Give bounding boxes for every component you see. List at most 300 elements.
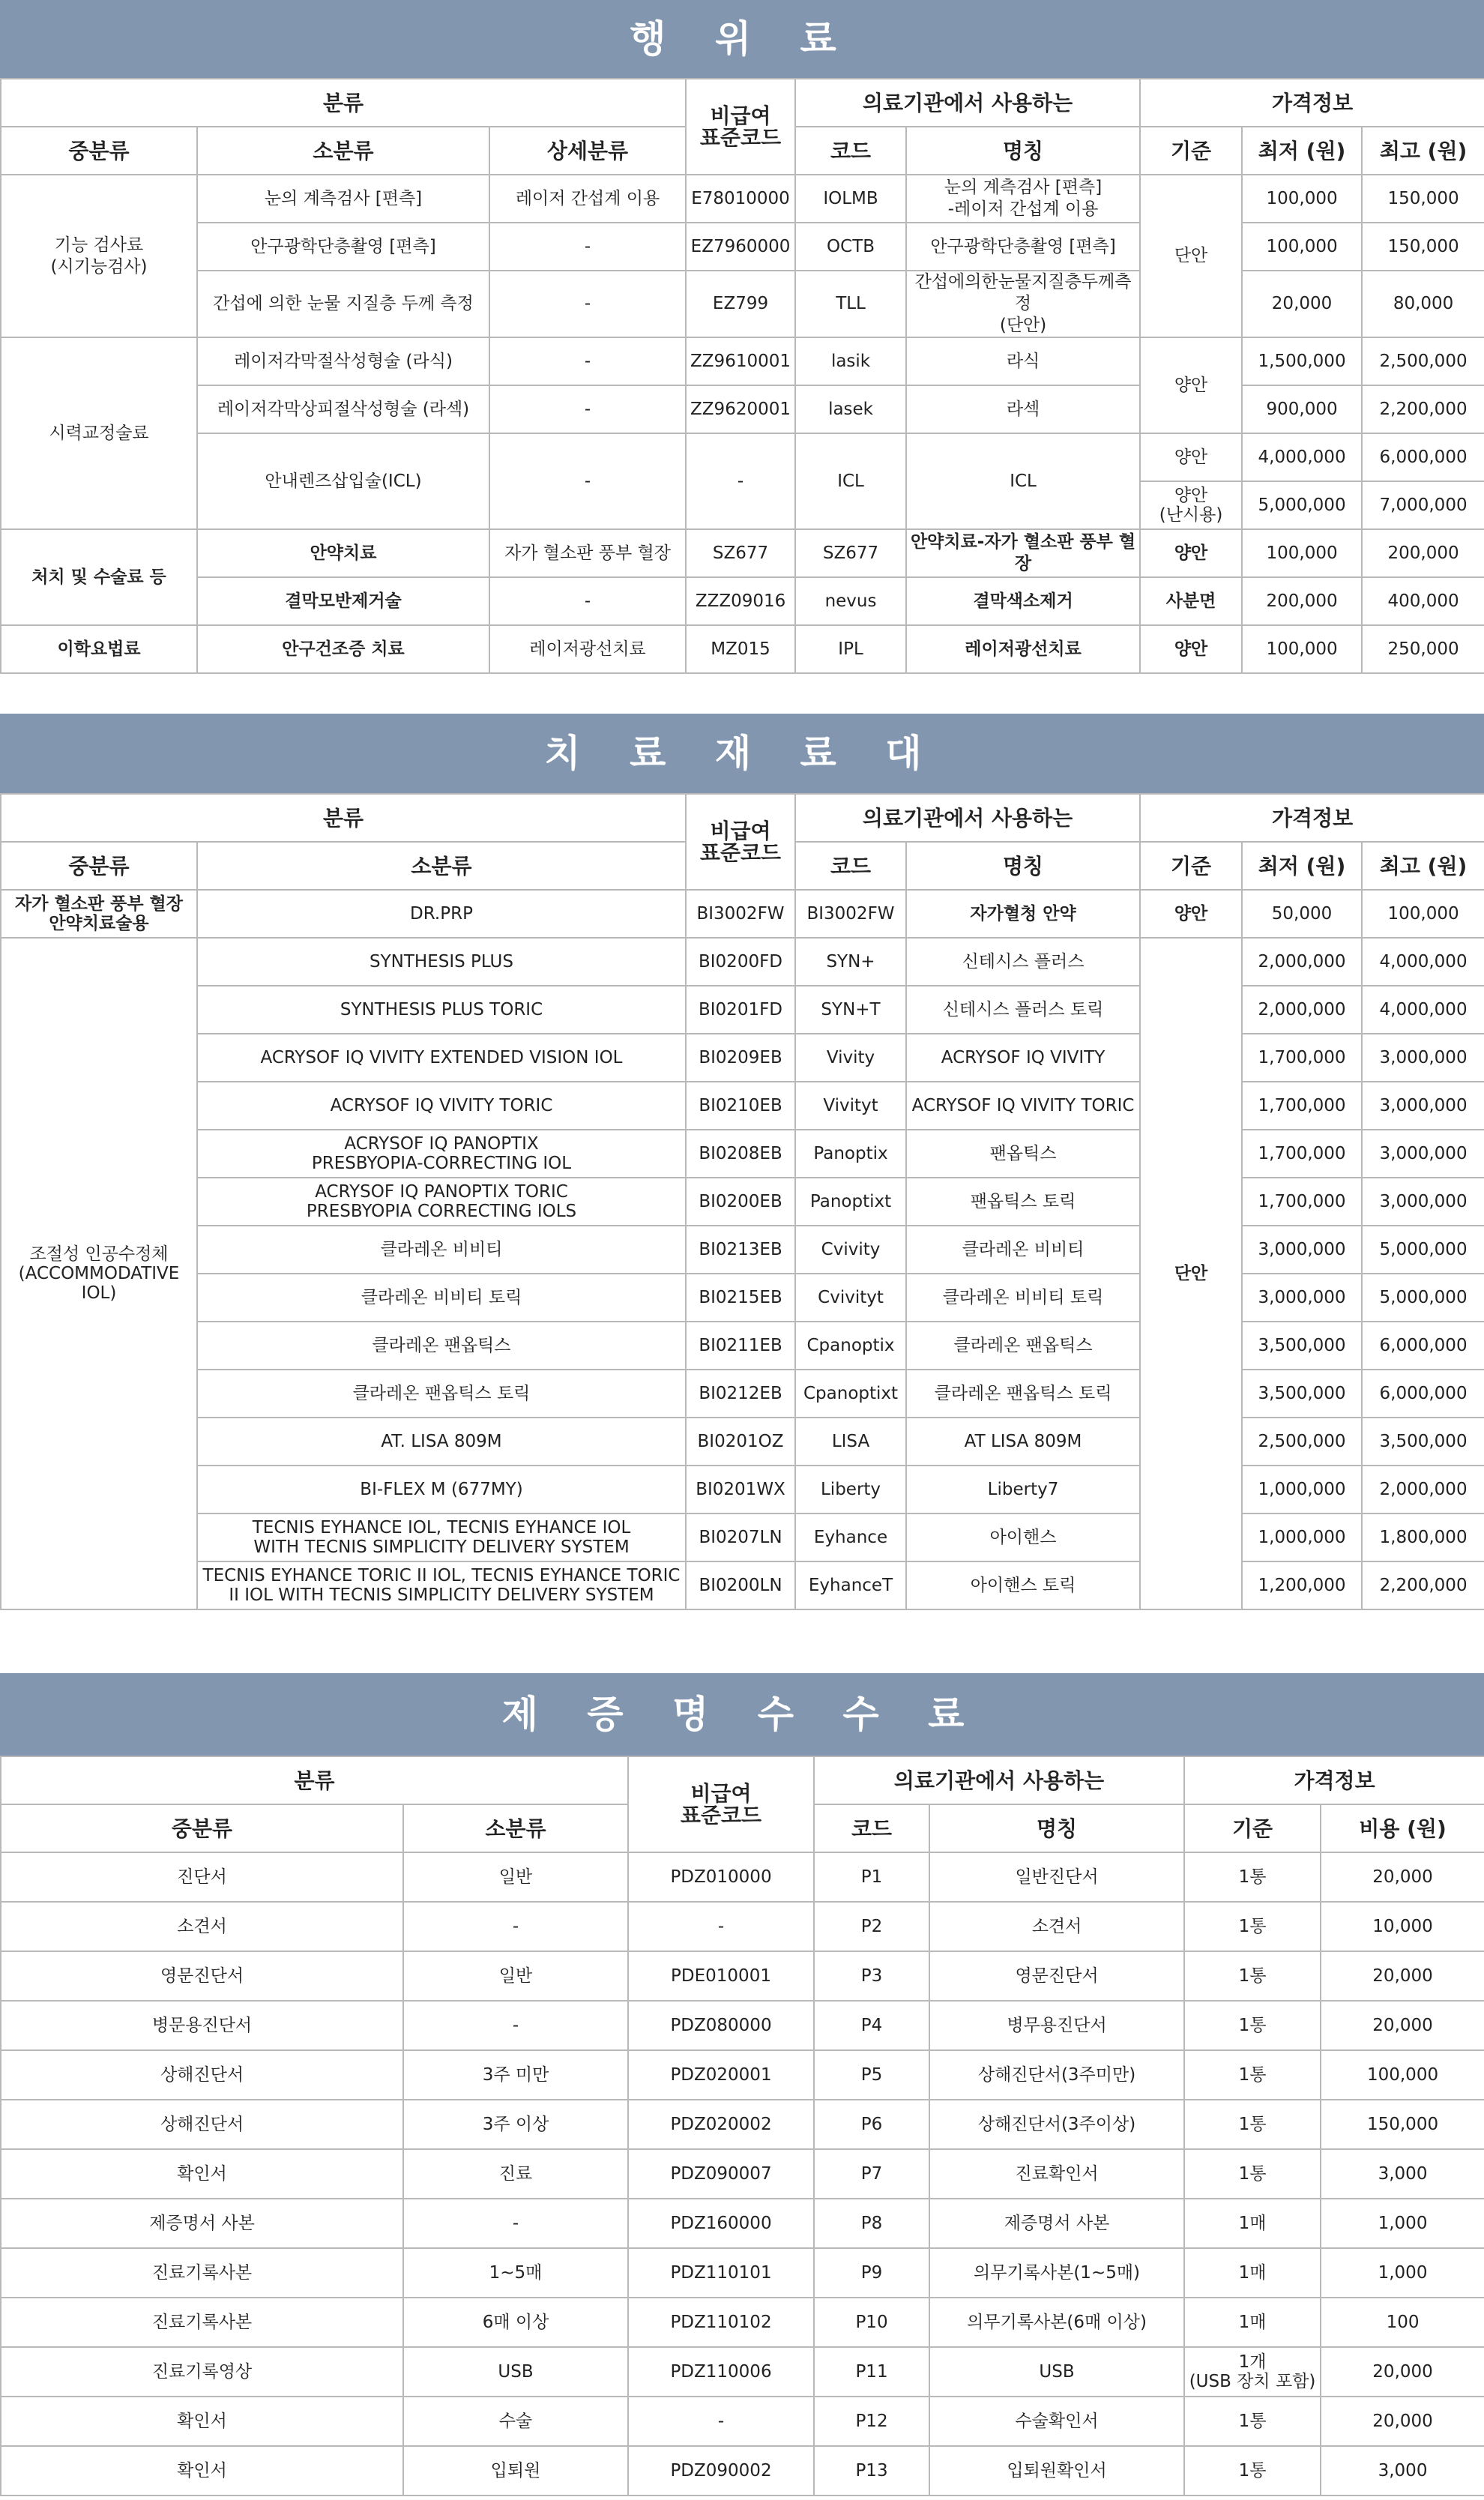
cell-sub: 입퇴원	[403, 2446, 628, 2496]
cell-sub: TECNIS EYHANCE IOL, TECNIS EYHANCE IOL WITH TECNIS SIMPLICITY DELIVERY SYSTEM	[197, 1513, 686, 1561]
cell-sub: ACRYSOF IQ PANOPTIX TORIC PRESBYOPIA CORRECTING IOLS	[197, 1178, 686, 1226]
header-institution: 의료기관에서 사용하는	[795, 794, 1140, 842]
table-row	[1, 1274, 1484, 1322]
cell-mid: 제증명서 사본	[1, 2199, 403, 2248]
cell-name: 자가혈청 안약	[906, 890, 1140, 938]
cell-code: Cpanoptixt	[795, 1370, 906, 1418]
cell-basis: 1통	[1184, 1951, 1321, 2001]
cell-max: 2,500,000	[1362, 337, 1484, 385]
cell-name: Liberty7	[906, 1466, 1140, 1513]
cell-min: 4,000,000	[1242, 433, 1362, 481]
cell-code: P4	[814, 2001, 929, 2050]
cell-std: BI0200LN	[686, 1561, 795, 1609]
cell-name: 신테시스 플러스	[906, 938, 1140, 986]
table-row	[1, 2397, 1484, 2446]
cell-min: 3,000,000	[1242, 1274, 1362, 1322]
cell-name: 진료확인서	[929, 2149, 1184, 2199]
cell-sub: 일반	[403, 1951, 628, 2001]
cell-max: 6,000,000	[1362, 1370, 1484, 1418]
cell-name: 레이저광선치료	[906, 625, 1140, 673]
cell-basis: 양안	[1140, 337, 1242, 433]
cell-sub: 1~5매	[403, 2248, 628, 2298]
cell-basis: 양안 (난시용)	[1140, 481, 1242, 529]
section-title: 치 료 재 료 대	[0, 714, 1484, 793]
cell-sub: 간섭에 의한 눈물 지질층 두께 측정	[197, 271, 489, 337]
cell-name: USB	[929, 2347, 1184, 2397]
header-min: 최저 (원)	[1242, 842, 1362, 890]
cell-code: TLL	[795, 271, 906, 337]
table-row	[1, 1466, 1484, 1513]
cell-min: 100,000	[1242, 175, 1362, 223]
cell-code: BI3002FW	[795, 890, 906, 938]
table-row	[1, 175, 1484, 223]
table-row	[1, 1226, 1484, 1274]
cell-code: EyhanceT	[795, 1561, 906, 1609]
cell-basis: 1통	[1184, 2446, 1321, 2496]
cell-sub: 레이저각막절삭성형술 (라식)	[197, 337, 489, 385]
cell-name: 수술확인서	[929, 2397, 1184, 2446]
cell-std: PDZ160000	[628, 2199, 814, 2248]
cell-max: 3,000,000	[1362, 1082, 1484, 1130]
cell-max: 3,000,000	[1362, 1178, 1484, 1226]
cell-sub: 안내렌즈삽입술(ICL)	[197, 433, 489, 529]
cell-mid: 진료기록사본	[1, 2248, 403, 2298]
cell-max: 150,000	[1362, 223, 1484, 271]
cell-sub: DR.PRP	[197, 890, 686, 938]
cell-min: 1,700,000	[1242, 1034, 1362, 1082]
cell-min: 3,500,000	[1242, 1322, 1362, 1370]
cell-std: -	[686, 433, 795, 529]
table-row	[1, 1082, 1484, 1130]
cell-name: 의무기록사본(6매 이상)	[929, 2298, 1184, 2347]
cell-cost: 100,000	[1321, 2050, 1484, 2100]
header-standard-code: 비급여 표준코드	[686, 79, 795, 175]
cell-code: Cvivityt	[795, 1274, 906, 1322]
cell-basis: 1통	[1184, 2001, 1321, 2050]
header-sub: 소분류	[197, 127, 489, 175]
header-mid: 중분류	[1, 127, 197, 175]
cell-sub: 진료	[403, 2149, 628, 2199]
cell-name: ACRYSOF IQ VIVITY TORIC	[906, 1082, 1140, 1130]
cell-code: Liberty	[795, 1466, 906, 1513]
table-row	[1, 271, 1484, 337]
cell-basis: 1통	[1184, 1902, 1321, 1951]
cell-basis: 1개 (USB 장치 포함)	[1184, 2347, 1321, 2397]
table-row	[1, 577, 1484, 625]
cell-name: 입퇴원확인서	[929, 2446, 1184, 2496]
cell-max: 3,000,000	[1362, 1034, 1484, 1082]
cell-basis: 1매	[1184, 2298, 1321, 2347]
cell-min: 5,000,000	[1242, 481, 1362, 529]
cell-std: PDZ080000	[628, 2001, 814, 2050]
cell-name: 아이핸스 토릭	[906, 1561, 1140, 1609]
table-row	[1, 223, 1484, 271]
cell-std: PDZ010000	[628, 1852, 814, 1902]
cell-std: SZ677	[686, 529, 795, 577]
cell-sub: 클라레온 비비티 토릭	[197, 1274, 686, 1322]
cell-code: ICL	[795, 433, 906, 529]
cell-detail: 레이저 간섭계 이용	[489, 175, 686, 223]
table-row	[1, 337, 1484, 385]
cell-basis: 양안	[1140, 433, 1242, 481]
header-code: 코드	[795, 842, 906, 890]
header-max: 최고 (원)	[1362, 127, 1484, 175]
cell-code: Vivity	[795, 1034, 906, 1082]
cell-min: 200,000	[1242, 577, 1362, 625]
cell-sub: SYNTHESIS PLUS	[197, 938, 686, 986]
cell-min: 1,500,000	[1242, 337, 1362, 385]
group-label: 시력교정술료	[1, 337, 197, 529]
cell-basis: 1통	[1184, 2050, 1321, 2100]
cell-name: 팬옵틱스 토릭	[906, 1178, 1140, 1226]
cell-code: P9	[814, 2248, 929, 2298]
table-row	[1, 1322, 1484, 1370]
cell-basis: 사분면	[1140, 577, 1242, 625]
cell-std: EZ7960000	[686, 223, 795, 271]
cell-code: P1	[814, 1852, 929, 1902]
header-name: 명칭	[906, 842, 1140, 890]
cell-max: 1,800,000	[1362, 1513, 1484, 1561]
cell-max: 80,000	[1362, 271, 1484, 337]
header-category: 분류	[1, 1756, 628, 1804]
cell-min: 1,000,000	[1242, 1466, 1362, 1513]
table-row	[1, 2149, 1484, 2199]
cell-name: 상해진단서(3주미만)	[929, 2050, 1184, 2100]
group-label: 기능 검사료 (시기능검사)	[1, 175, 197, 337]
cell-max: 250,000	[1362, 625, 1484, 673]
cell-min: 50,000	[1242, 890, 1362, 938]
cell-sub: ACRYSOF IQ VIVITY EXTENDED VISION IOL	[197, 1034, 686, 1082]
header-price-info: 가격정보	[1140, 79, 1484, 127]
header-basis: 기준	[1140, 127, 1242, 175]
cell-code: Panoptixt	[795, 1178, 906, 1226]
cell-code: Cvivity	[795, 1226, 906, 1274]
cell-min: 1,700,000	[1242, 1178, 1362, 1226]
table-row	[1, 1130, 1484, 1178]
header-code: 코드	[795, 127, 906, 175]
cell-mid: 진단서	[1, 1852, 403, 1902]
header-basis: 기준	[1140, 842, 1242, 890]
cell-code: nevus	[795, 577, 906, 625]
header-standard-code: 비급여 표준코드	[686, 794, 795, 890]
cell-basis: 양안	[1140, 625, 1242, 673]
cell-mid: 병문용진단서	[1, 2001, 403, 2050]
cell-sub: 3주 이상	[403, 2100, 628, 2149]
cell-sub: -	[403, 2199, 628, 2248]
header-max: 최고 (원)	[1362, 842, 1484, 890]
cell-sub: 클라레온 팬옵틱스	[197, 1322, 686, 1370]
table-row	[1, 1852, 1484, 1902]
cell-sub: 결막모반제거술	[197, 577, 489, 625]
header-standard-code: 비급여 표준코드	[628, 1756, 814, 1852]
cell-max: 7,000,000	[1362, 481, 1484, 529]
table-row	[1, 625, 1484, 673]
cell-sub: 일반	[403, 1852, 628, 1902]
table-row	[1, 2050, 1484, 2100]
cell-min: 3,500,000	[1242, 1370, 1362, 1418]
cell-code: P3	[814, 1951, 929, 2001]
cell-std: BI0208EB	[686, 1130, 795, 1178]
cell-mid: 상해진단서	[1, 2100, 403, 2149]
header-mid: 중분류	[1, 842, 197, 890]
cell-name: 영문진단서	[929, 1951, 1184, 2001]
iol-rows	[1, 938, 1484, 1609]
cell-std: PDZ020001	[628, 2050, 814, 2100]
cell-code: LISA	[795, 1418, 906, 1466]
cell-code: P12	[814, 2397, 929, 2446]
cell-std: E78010000	[686, 175, 795, 223]
cell-sub: 레이저각막상피절삭성형술 (라섹)	[197, 385, 489, 433]
header-cost: 비용 (원)	[1321, 1804, 1484, 1852]
cell-max: 5,000,000	[1362, 1274, 1484, 1322]
table-row	[1, 2347, 1484, 2397]
cell-min: 1,700,000	[1242, 1082, 1362, 1130]
table-row	[1, 2298, 1484, 2347]
cell-basis: 1통	[1184, 2149, 1321, 2199]
cell-cost: 20,000	[1321, 2001, 1484, 2050]
table-row	[1, 529, 1484, 577]
cell-name: 신테시스 플러스 토릭	[906, 986, 1140, 1034]
cell-sub: 클라레온 팬옵틱스 토릭	[197, 1370, 686, 1418]
cell-name: 클라레온 비비티 토릭	[906, 1274, 1140, 1322]
section-title: 제 증 명 수 수 료	[0, 1673, 1484, 1756]
cell-cost: 20,000	[1321, 2347, 1484, 2397]
cell-std: BI0201FD	[686, 986, 795, 1034]
cell-name: 라식	[906, 337, 1140, 385]
cell-min: 1,700,000	[1242, 1130, 1362, 1178]
cell-code: lasik	[795, 337, 906, 385]
cell-sub: 안약치료	[197, 529, 489, 577]
header-min: 최저 (원)	[1242, 127, 1362, 175]
cell-name: 간섭에의한눈물지질층두께측정 (단안)	[906, 271, 1140, 337]
cell-std: BI0200EB	[686, 1178, 795, 1226]
cell-max: 4,000,000	[1362, 986, 1484, 1034]
cell-sub: AT. LISA 809M	[197, 1418, 686, 1466]
header-category: 분류	[1, 79, 686, 127]
cell-code: P5	[814, 2050, 929, 2100]
certificate-rows	[1, 1852, 1484, 2496]
cell-std: BI0212EB	[686, 1370, 795, 1418]
cell-std: -	[628, 2397, 814, 2446]
cell-code: P13	[814, 2446, 929, 2496]
cell-sub: 눈의 계측검사 [편측]	[197, 175, 489, 223]
cell-basis: 1매	[1184, 2199, 1321, 2248]
cell-code: SZ677	[795, 529, 906, 577]
cell-max: 400,000	[1362, 577, 1484, 625]
material-fee-section	[0, 714, 1484, 1610]
cell-std: BI0201WX	[686, 1466, 795, 1513]
cell-cost: 3,000	[1321, 2446, 1484, 2496]
certificate-fee-section	[0, 1673, 1484, 2496]
cell-name: AT LISA 809M	[906, 1418, 1140, 1466]
cell-cost: 150,000	[1321, 2100, 1484, 2149]
cell-min: 900,000	[1242, 385, 1362, 433]
cell-cost: 1,000	[1321, 2248, 1484, 2298]
header-institution: 의료기관에서 사용하는	[814, 1756, 1184, 1804]
cell-std: PDZ090002	[628, 2446, 814, 2496]
cell-min: 3,000,000	[1242, 1226, 1362, 1274]
cell-name: 라섹	[906, 385, 1140, 433]
cell-detail: -	[489, 271, 686, 337]
cell-code: SYN+	[795, 938, 906, 986]
cell-sub: 안구건조증 치료	[197, 625, 489, 673]
table-row	[1, 1902, 1484, 1951]
table-row	[1, 1513, 1484, 1561]
cell-name: 눈의 계측검사 [편측] -레이저 간섭계 이용	[906, 175, 1140, 223]
cell-max: 150,000	[1362, 175, 1484, 223]
cell-std: PDZ090007	[628, 2149, 814, 2199]
cell-std: -	[628, 1902, 814, 1951]
cell-code: P10	[814, 2298, 929, 2347]
cell-mid: 자가 혈소판 풍부 혈장 안약치료술용	[1, 890, 197, 938]
table-row	[1, 385, 1484, 433]
cell-name: 클라레온 팬옵틱스	[906, 1322, 1140, 1370]
cell-std: PDZ110102	[628, 2298, 814, 2347]
cell-min: 100,000	[1242, 223, 1362, 271]
cell-sub: -	[403, 2001, 628, 2050]
cell-name: ACRYSOF IQ VIVITY	[906, 1034, 1140, 1082]
cell-detail: 자가 혈소판 풍부 혈장	[489, 529, 686, 577]
cell-cost: 1,000	[1321, 2199, 1484, 2248]
cell-code: Eyhance	[795, 1513, 906, 1561]
cell-name: ICL	[906, 433, 1140, 529]
cell-name: 일반진단서	[929, 1852, 1184, 1902]
table-row	[1, 1178, 1484, 1226]
material-fee-table	[0, 793, 1484, 1610]
cell-code: P7	[814, 2149, 929, 2199]
cell-std: ZZ9610001	[686, 337, 795, 385]
cell-sub: 수술	[403, 2397, 628, 2446]
cell-mid: 확인서	[1, 2446, 403, 2496]
header-sub: 소분류	[197, 842, 686, 890]
cell-max: 200,000	[1362, 529, 1484, 577]
cell-std: MZ015	[686, 625, 795, 673]
header-name: 명칭	[906, 127, 1140, 175]
group-label: 처치 및 수술료 등	[1, 529, 197, 625]
cell-name: 안약치료-자가 혈소판 풍부 혈장	[906, 529, 1140, 577]
cell-std: BI3002FW	[686, 890, 795, 938]
cell-detail: -	[489, 577, 686, 625]
cell-sub: ACRYSOF IQ VIVITY TORIC	[197, 1082, 686, 1130]
cell-sub: 3주 미만	[403, 2050, 628, 2100]
cell-sub: 안구광학단층촬영 [편측]	[197, 223, 489, 271]
cell-max: 6,000,000	[1362, 1322, 1484, 1370]
cell-max: 5,000,000	[1362, 1226, 1484, 1274]
table-row	[1, 1034, 1484, 1082]
cell-name: 결막색소제거	[906, 577, 1140, 625]
cell-detail: -	[489, 223, 686, 271]
header-price-info: 가격정보	[1184, 1756, 1484, 1804]
cell-std: BI0211EB	[686, 1322, 795, 1370]
cell-sub: -	[403, 1902, 628, 1951]
cell-max: 6,000,000	[1362, 433, 1484, 481]
cell-basis: 1매	[1184, 2248, 1321, 2298]
cell-code: OCTB	[795, 223, 906, 271]
cell-name: 병무용진단서	[929, 2001, 1184, 2050]
cell-min: 20,000	[1242, 271, 1362, 337]
table-row	[1, 2100, 1484, 2149]
cell-detail: -	[489, 385, 686, 433]
cell-std: BI0207LN	[686, 1513, 795, 1561]
table-row	[1, 1370, 1484, 1418]
cell-min: 100,000	[1242, 625, 1362, 673]
certificate-fee-table	[0, 1756, 1484, 2496]
cell-max: 2,200,000	[1362, 385, 1484, 433]
table-row	[1, 1561, 1484, 1609]
cell-code: P6	[814, 2100, 929, 2149]
cell-basis: 1통	[1184, 2397, 1321, 2446]
cell-min: 100,000	[1242, 529, 1362, 577]
cell-mid: 확인서	[1, 2149, 403, 2199]
cell-name: 클라레온 비비티	[906, 1226, 1140, 1274]
cell-max: 3,500,000	[1362, 1418, 1484, 1466]
header-sub: 소분류	[403, 1804, 628, 1852]
header-detail: 상세분류	[489, 127, 686, 175]
header-code: 코드	[814, 1804, 929, 1852]
cell-cost: 100	[1321, 2298, 1484, 2347]
table-row	[1, 938, 1484, 986]
cell-max: 4,000,000	[1362, 938, 1484, 986]
cell-max: 2,000,000	[1362, 1466, 1484, 1513]
cell-name: 상해진단서(3주이상)	[929, 2100, 1184, 2149]
cell-code: P11	[814, 2347, 929, 2397]
cell-basis: 단안	[1140, 938, 1242, 1609]
cell-min: 2,000,000	[1242, 986, 1362, 1034]
cell-sub: BI-FLEX M (677MY)	[197, 1466, 686, 1513]
table-row	[1, 433, 1484, 481]
section-title: 행 위 료	[0, 0, 1484, 78]
table-row	[1, 2248, 1484, 2298]
cell-std: ZZZ09016	[686, 577, 795, 625]
cell-cost: 20,000	[1321, 2397, 1484, 2446]
cell-std: BI0213EB	[686, 1226, 795, 1274]
cell-code: Vivityt	[795, 1082, 906, 1130]
header-institution: 의료기관에서 사용하는	[795, 79, 1140, 127]
cell-max: 2,200,000	[1362, 1561, 1484, 1609]
table-row	[1, 2199, 1484, 2248]
cell-sub: SYNTHESIS PLUS TORIC	[197, 986, 686, 1034]
cell-code: IPL	[795, 625, 906, 673]
procedure-fee-table	[0, 78, 1484, 674]
cell-std: BI0210EB	[686, 1082, 795, 1130]
header-basis: 기준	[1184, 1804, 1321, 1852]
cell-basis: 양안	[1140, 529, 1242, 577]
table-row	[1, 2446, 1484, 2496]
cell-code: IOLMB	[795, 175, 906, 223]
cell-sub: USB	[403, 2347, 628, 2397]
cell-mid: 상해진단서	[1, 2050, 403, 2100]
cell-mid: 진료기록사본	[1, 2298, 403, 2347]
group-label: 조절성 인공수정체 (ACCOMMODATIVE IOL)	[1, 938, 197, 1609]
cell-mid: 확인서	[1, 2397, 403, 2446]
cell-sub: TECNIS EYHANCE TORIC II IOL, TECNIS EYHANCE TORIC II IOL WITH TECNIS SIMPLICITY DELIVERY SYSTEM	[197, 1561, 686, 1609]
cell-std: EZ799	[686, 271, 795, 337]
cell-max: 3,000,000	[1362, 1130, 1484, 1178]
cell-sub: 6매 이상	[403, 2298, 628, 2347]
cell-sub: 클라레온 비비티	[197, 1226, 686, 1274]
table-row	[1, 1418, 1484, 1466]
cell-sub: ACRYSOF IQ PANOPTIX PRESBYOPIA-CORRECTING IOL	[197, 1130, 686, 1178]
cell-name: 안구광학단층촬영 [편측]	[906, 223, 1140, 271]
cell-cost: 20,000	[1321, 1951, 1484, 2001]
cell-cost: 3,000	[1321, 2149, 1484, 2199]
cell-std: PDE010001	[628, 1951, 814, 2001]
table-row	[1, 890, 1484, 938]
cell-std: PDZ020002	[628, 2100, 814, 2149]
cell-basis: 양안	[1140, 890, 1242, 938]
cell-basis: 1통	[1184, 2100, 1321, 2149]
cell-mid: 진료기록영상	[1, 2347, 403, 2397]
